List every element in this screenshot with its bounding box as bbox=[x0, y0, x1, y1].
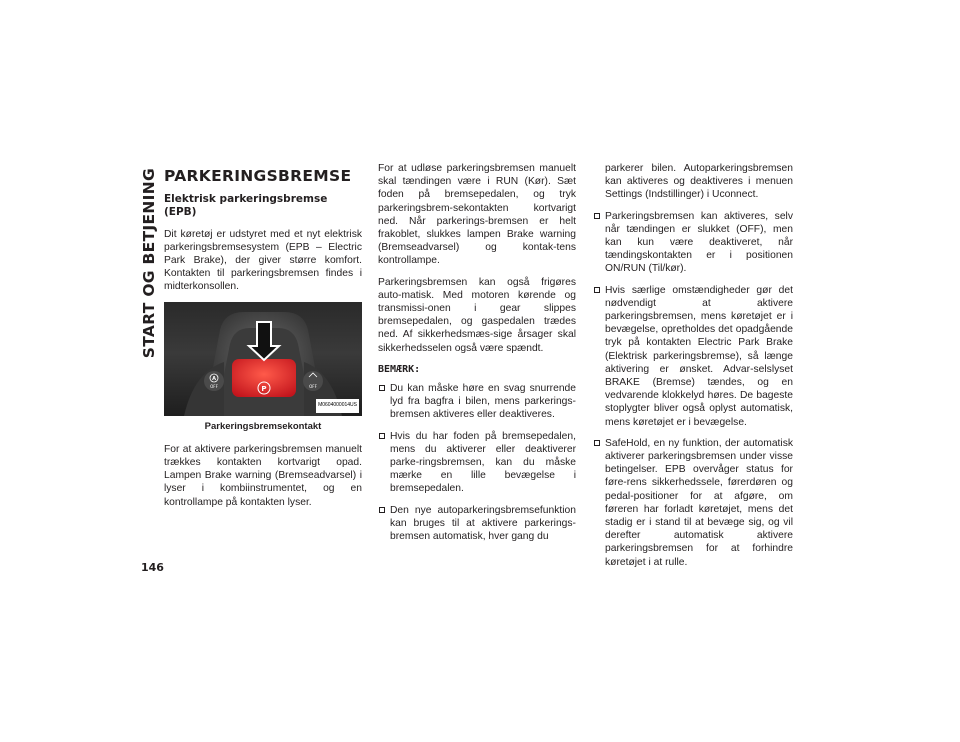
column-3 bbox=[593, 162, 793, 577]
section-subheading: Elektrisk parkeringsbremse (EPB) bbox=[164, 193, 328, 219]
note-bullet: Parkeringsbremsen kan aktiveres, selv når tændingen er slukket (OFF), men kan kun være deaktiveret, når tændingskontakten er i positionen ON/RUN (Til/kør). bbox=[593, 210, 793, 276]
column-2 bbox=[378, 162, 576, 551]
page-number: 146 bbox=[141, 561, 164, 574]
activate-paragraph: For at aktivere parkeringsbremsen manuelt trækkes kontakten kortvarigt opad. Lampen Brake warning (Bremseadvarsel) i lyser i kombiinstrumentet, og en kontrollampe på kontakten lyser. bbox=[164, 443, 362, 508]
section-tab-label: START OG BETJENING bbox=[140, 168, 158, 359]
auto-label: A bbox=[212, 375, 216, 382]
column-1 bbox=[164, 162, 362, 517]
note-label: BEMÆRK: bbox=[378, 363, 421, 375]
release-paragraph: For at udløse parkeringsbremsen manuelt skal tændingen være i RUN (Kør). Sæt foden på bremsepedalen, og tryk parkeringsbrem-sekontakten kortvarigt ned. Når parkerings-bremsen er helt frakoblet, slukkes lampen Brake warning (Bremseadvarsel) og kontak-tens kontrollampe. bbox=[378, 163, 576, 267]
note-bullet: SafeHold, en ny funktion, der automatisk aktiverer parkeringsbremsen under visse betingelser. EPB overvåger status for føre-rens sikkerhedssele, førerdøren og pedal-positioner for at afgøre, om føreren har forladt køretøjet, mens det stadig er i stand til at bevæge sig, og vil derefter automatisk aktivere parkeringsbremsen for at forhindre køretøjet i at rulle. bbox=[593, 437, 793, 569]
figure-caption: Parkeringsbremsekontakt bbox=[204, 420, 322, 432]
note-bullet: Hvis du har foden på bremsepedalen, mens du aktiverer eller deaktiverer parke-ringsbremsen, kan du måske mærke en lille bevægelse i bremsepedalen. bbox=[378, 430, 576, 496]
figure-code: M0604000014US bbox=[316, 399, 359, 412]
note-bullet: Du kan måske høre en svag snurrende lyd fra bagfra i bilen, mens parkerings-bremsen aktiveres eller deaktiveres. bbox=[378, 382, 576, 422]
note-bullet: Den nye autoparkeringsbremsefunktion kan bruges til at aktivere parkerings-bremsen automatisk, hver gang du bbox=[378, 504, 576, 544]
parking-brake-switch-image bbox=[164, 302, 362, 416]
auto-release-paragraph: Parkeringsbremsen kan også frigøres auto-matisk. Med motoren kørende og transmissi-onen i gear slippes bremsepedalen, og gaspedalen trædes ned. Af sikkerhedsmæs-sige årsager skal sikkerhedsselen også være spændt. bbox=[378, 276, 576, 354]
section-side-tab bbox=[137, 168, 161, 359]
page-heading: PARKERINGSBREMSE bbox=[164, 167, 352, 185]
auto-off-label: OFF bbox=[210, 383, 218, 389]
note-bullet: Hvis særlige omstændigheder gør det nødvendigt at aktivere parkeringsbremsen, mens køretøjet er i bevægelse, opretholdes det opadgående tryk på kontakten Electric Park Brake (Elektrisk parkeringsbremse), så længe aktivering er ønsket. Advar-selslyset BRAKE (Bremse) tændes, og en vedvarende klokkelyd høres. De bageste stoplygter bliver også oplyst automatisk, mens køretøjet er i bevægelse. bbox=[593, 284, 793, 429]
hill-off-label: OFF bbox=[309, 383, 317, 389]
intro-paragraph: Dit køretøj er udstyret med et nyt elektrisk parkeringsbremsesystem (EPB – Electric Park Brake), der giver større komfort. Kontakten til parkeringsbremsen findes i midterkonsollen. bbox=[164, 228, 362, 293]
park-symbol-text: P bbox=[261, 384, 267, 393]
bullet-continuation: parkerer bilen. Autoparkeringsbremsen kan aktiveres og deaktiveres i menuen Settings (Indstillinger) i Uconnect. bbox=[605, 163, 793, 201]
